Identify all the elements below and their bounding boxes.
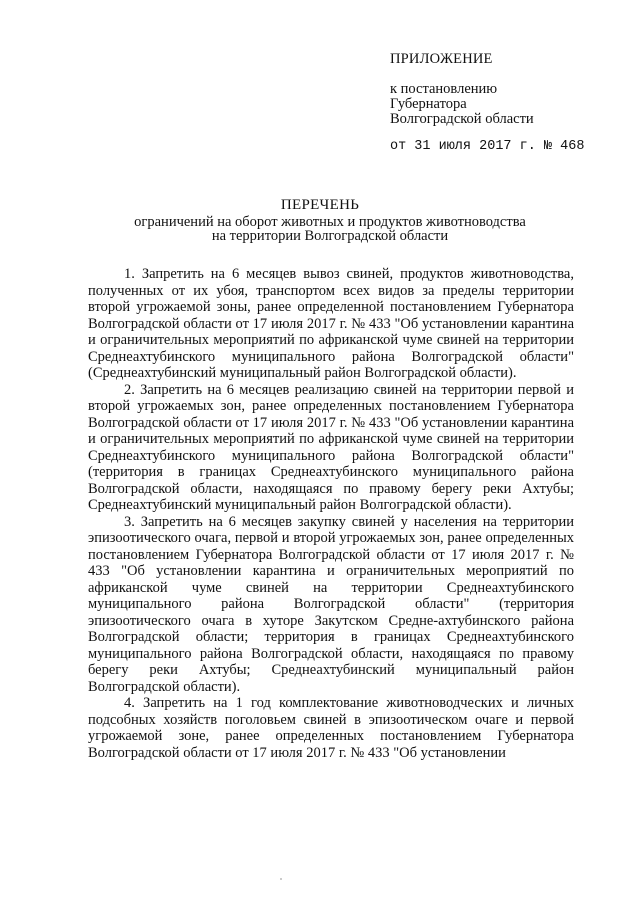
appendix-line: Губернатора xyxy=(390,96,467,112)
document-title: ПЕРЕЧЕНЬ xyxy=(280,197,360,213)
document-body xyxy=(88,266,574,761)
appendix-block xyxy=(390,52,620,154)
paragraph-2: 2. Запретить на 6 месяцев реализацию свиней на территории первой и второй угрожаемых зон, ранее определенных постановлением Губернатора Волгоградской области от 17 июля 2017 г. № 433 "Об установлении карантина и ограничительных мероприятий по африканской чуме свиней на территории Среднеахтубинского муниципального района Волгоградской области" (территория в границах Среднеахтубинского муниципального района Волгоградской области, находящаяся по правому берегу реки Ахтубы; Среднеахтубинский муниципальный район Волгоградской области). xyxy=(88,381,574,513)
paragraph-4: 4. Запретить на 1 год комплектование животноводческих и личных подсобных хозяйств поголовьем свиней в эпизоотическом очаге и первой угрожаемой зоне, ранее определенных постановлением Губернатора Волгоградской области от 17 июля 2017 г. № 433 "Об установлении xyxy=(88,695,574,761)
appendix-line: Волгоградской области xyxy=(390,111,534,127)
paragraph-1: 1. Запретить на 6 месяцев вывоз свиней, продуктов животноводства, полученных от их убоя, транспортом всех видов за пределы территории второй угрожаемой зоны, ранее определенной постановлением Губернатора Волгоградской области от 17 июля 2017 г. № 433 "Об установлении карантина и ограничительных мероприятий по африканской чуме свиней на территории Среднеахтубинского муниципального района Волгоградской области" (Среднеахтубинский муниципальный район Волгоградской области). xyxy=(88,266,574,381)
document-subtitle xyxy=(100,215,560,243)
scan-speck xyxy=(280,878,282,880)
subtitle-line: на территории Волгоградской области xyxy=(211,228,449,244)
appendix-date-line: от 31 июля 2017 г. № 468 xyxy=(390,139,585,154)
subtitle-line: ограничений на оборот животных и продуктов животноводства xyxy=(134,214,526,230)
appendix-heading: ПРИЛОЖЕНИЕ xyxy=(390,51,493,67)
appendix-line: к постановлению xyxy=(390,81,498,97)
paragraph-3: 3. Запретить на 6 месяцев закупку свиней у населения на территории эпизоотического очага, первой и второй угрожаемых зон, ранее определенных постановлением Губернатора Волгоградской области от 17 июля 2017 г. № 433 "Об установлении карантина и ограничительных мероприятий по африканской чуме свиней на территории Среднеахтубинского муниципального района Волгоградской области" (территория эпизоотического очага в хуторе Закутском Средне-ахтубинского района Волгоградской области; территория в границах Среднеахтубинского муниципального района Волгоградской области, находящаяся по правому берегу реки Ахтубы; Среднеахтубинский муниципальный район Волгоградской области). xyxy=(88,513,574,695)
